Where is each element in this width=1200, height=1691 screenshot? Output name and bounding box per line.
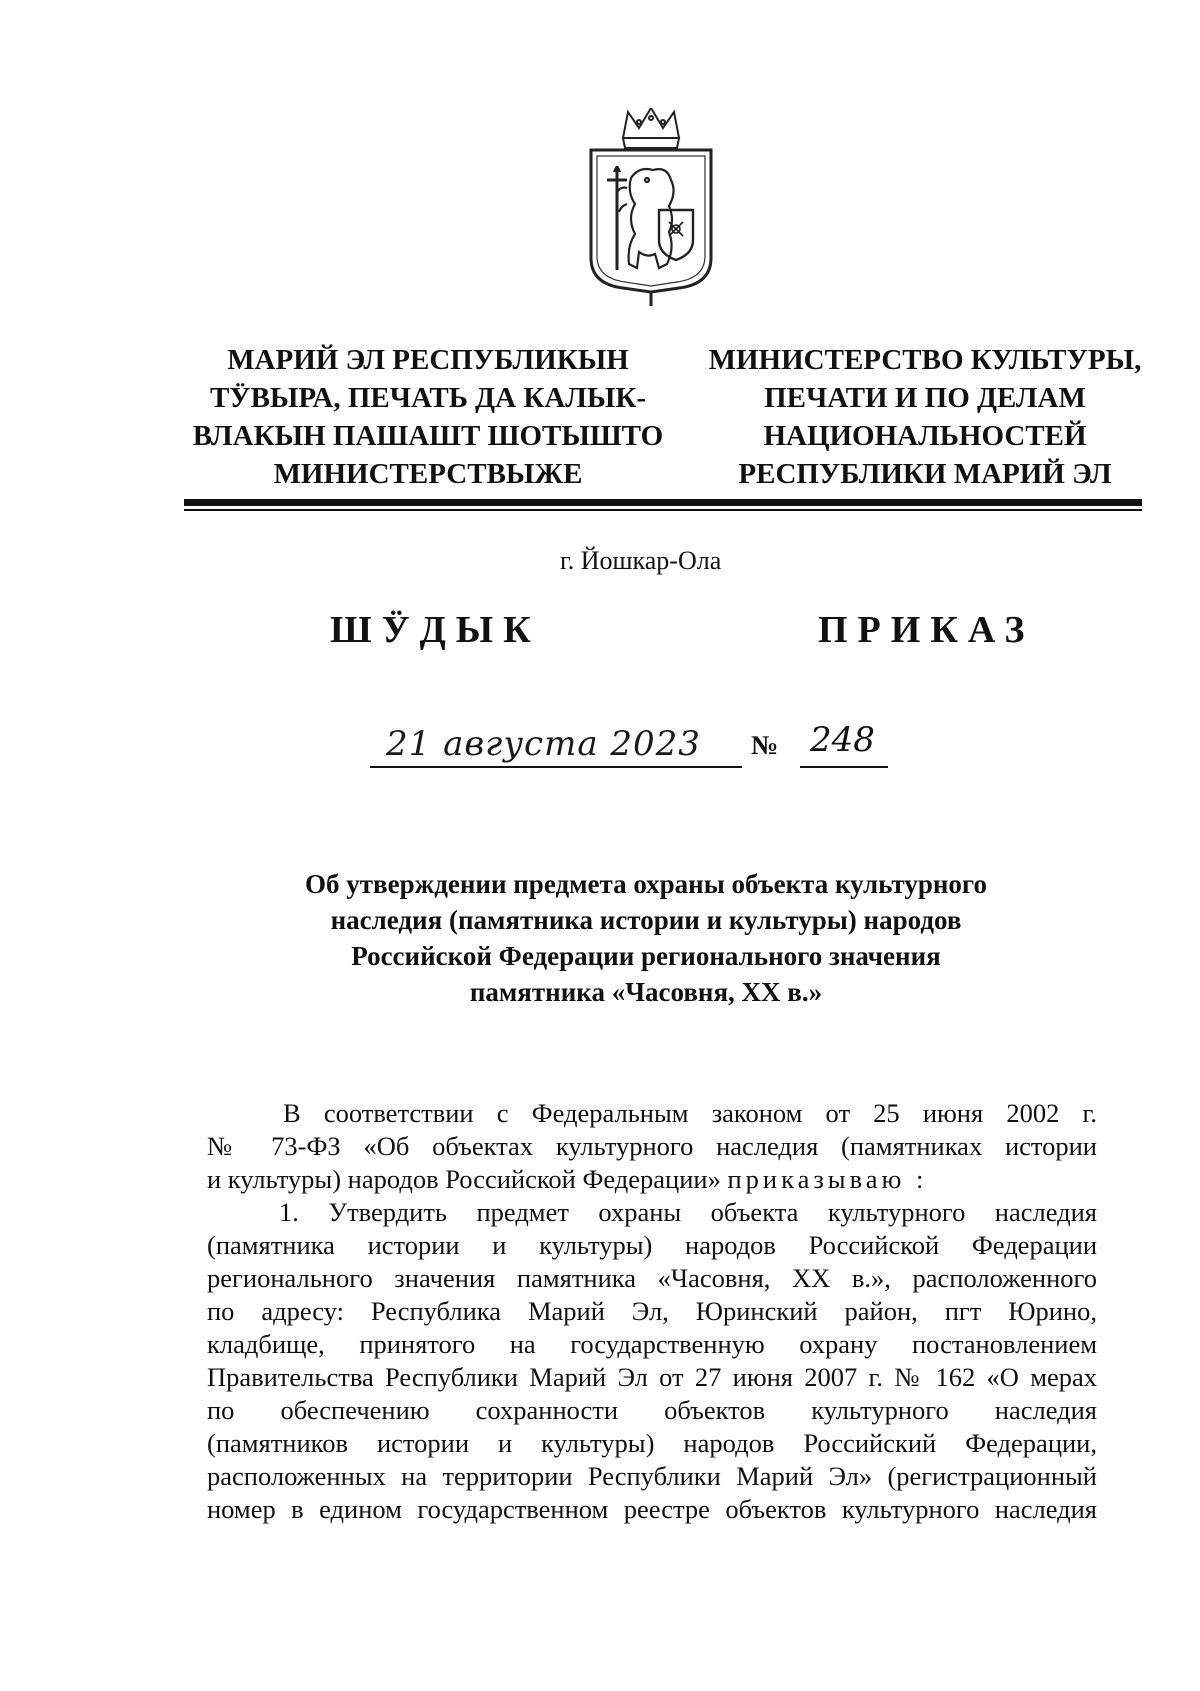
- body-line: [207, 1163, 1097, 1196]
- body-line: регионального значения памятника «Часовня, XX в.», расположенного: [207, 1263, 1097, 1293]
- header-left-line: ВЛАКЫН ПАШАШТ ШОТЫШТО: [192, 420, 664, 452]
- header-russian-ministry-name: [690, 341, 1160, 493]
- header-right-line: МИНИСТЕРСТВО КУЛЬТУРЫ,: [708, 344, 1142, 376]
- body-line: по адресу: Республика Марий Эл, Юринский район, пгт Юрино,: [207, 1296, 1097, 1326]
- order-subject-title: [240, 866, 1052, 1010]
- header-divider-thick: [184, 499, 1142, 506]
- header-left-line: МАРИЙ ЭЛ РЕСПУБЛИКЫН: [227, 344, 629, 376]
- body-line: (памятников истории и культуры) народов Российский Федерации,: [207, 1428, 1097, 1458]
- doc-type-mari: ШӰДЫК: [330, 609, 541, 651]
- header-divider-thin: [184, 509, 1142, 511]
- header-left-line: МИНИСТЕРСТВЫЖЕ: [273, 458, 583, 490]
- handwritten-date: 21 августа 2023: [386, 724, 701, 764]
- body-line: кладбище, принятого на государственную охрану постановлением: [207, 1329, 1097, 1359]
- handwritten-order-number: 248: [810, 720, 875, 760]
- body-line: № 73-ФЗ «Об объектах культурного наследия (памятниках истории: [207, 1131, 1097, 1161]
- city-name: г. Йошкар-Ола: [560, 546, 722, 575]
- number-underline: [800, 766, 888, 768]
- body-line: номер в едином государственном реестре объектов культурного наследия: [207, 1494, 1097, 1524]
- header-right-line: НАЦИОНАЛЬНОСТЕЙ: [763, 420, 1087, 452]
- subject-line: наследия (памятника истории и культуры) народов: [330, 905, 962, 935]
- body-line: расположенных на территории Республики Марий Эл» (регистрационный: [207, 1461, 1097, 1491]
- subject-line: Об утверждении предмета охраны объекта культурного: [305, 869, 987, 899]
- number-sign: №: [751, 730, 779, 760]
- subject-line: памятника «Часовня, XX в.»: [469, 977, 823, 1007]
- subject-line: Российской Федерации регионального значения: [351, 941, 941, 971]
- order-body: [207, 1097, 1097, 1526]
- marij-el-coat-of-arms-icon: [583, 108, 719, 310]
- body-line: (памятника истории и культуры) народов Российской Федерации: [207, 1230, 1097, 1260]
- body-line: В соответствии с Федеральным законом от 25 июня 2002 г.: [283, 1098, 1097, 1128]
- header-right-line: ПЕЧАТИ И ПО ДЕЛАМ: [764, 382, 1086, 414]
- doc-type-russian: ПРИКАЗ: [818, 609, 1035, 651]
- body-line: Правительства Республики Марий Эл от 27 июня 2007 г. № 162 «О мерах: [207, 1362, 1097, 1392]
- header-left-line: ТӰВЫРА, ПЕЧАТЬ ДА КАЛЫК-: [209, 382, 647, 414]
- body-line: по обеспечению сохранности объектов культурного наследия: [207, 1395, 1097, 1425]
- header-mari-ministry-name: [168, 341, 688, 493]
- preamble-end: и культуры) народов Российской Федерации»: [207, 1164, 721, 1194]
- date-underline: [370, 766, 742, 768]
- header-right-line: РЕСПУБЛИКИ МАРИЙ ЭЛ: [738, 458, 1112, 490]
- prikazyvayu-word: приказываю :: [727, 1164, 928, 1194]
- body-line: 1. Утвердить предмет охраны объекта культурного наследия: [279, 1197, 1097, 1227]
- date-number-row: [370, 718, 890, 788]
